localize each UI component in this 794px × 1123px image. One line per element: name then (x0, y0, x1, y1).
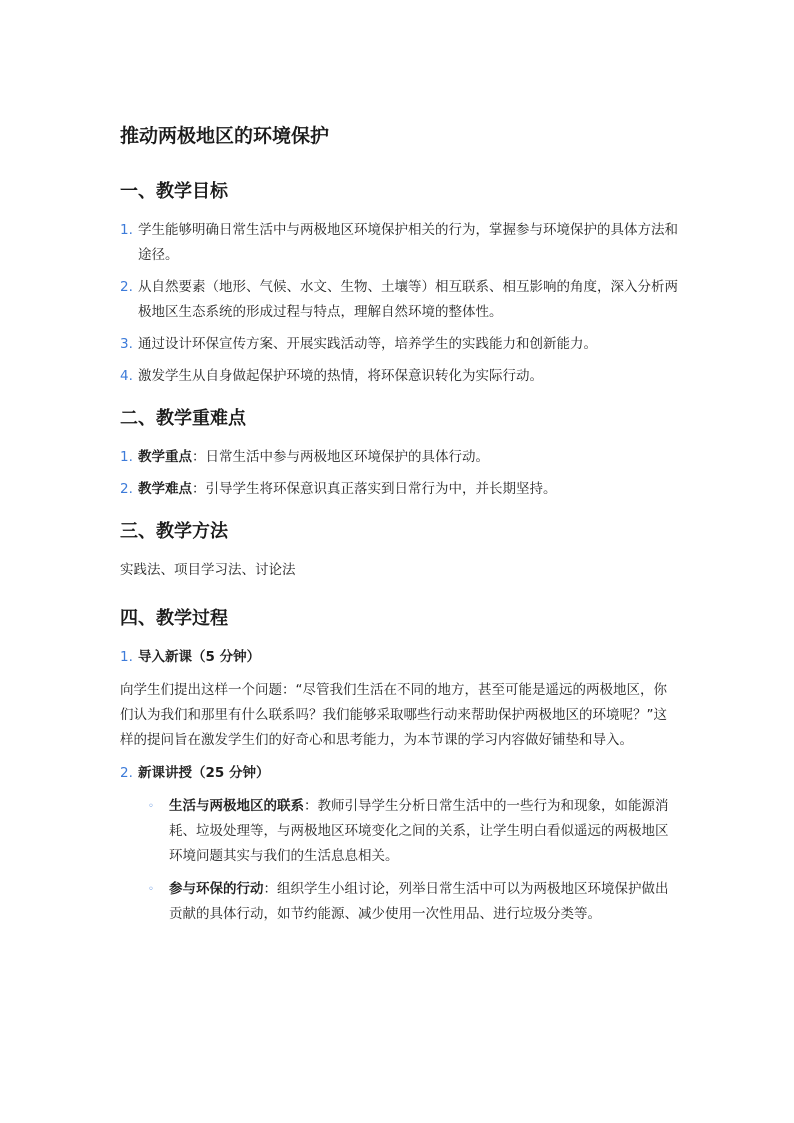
list-item (120, 794, 680, 869)
process-step-title (120, 645, 680, 670)
list-item-text: ：引导学生将环保意识真正落实到日常行为中，并长期坚持。 (192, 481, 557, 497)
heading-teaching-methods: 三、教学方法 (120, 521, 228, 542)
list-item (120, 364, 680, 389)
methods-text: 实践法、项目学习法、讨论法 (120, 562, 296, 578)
list-number: 1. (120, 649, 133, 665)
document-page (120, 118, 680, 935)
list-item (120, 275, 680, 325)
heading-teaching-goals: 一、教学目标 (120, 181, 228, 202)
list-number: 3. (120, 336, 133, 352)
bullet-icon: ◦ (148, 884, 154, 895)
heading-key-difficult-points: 二、教学重难点 (120, 408, 246, 429)
goals-list (120, 218, 680, 389)
list-number: 1. (120, 449, 133, 465)
list-item (120, 445, 680, 470)
subitem-label: 生活与两极地区的联系 (169, 798, 304, 814)
list-item (120, 477, 680, 502)
list-item-text: ：日常生活中参与两极地区环境保护的具体行动。 (192, 449, 489, 465)
list-item-text: 通过设计环保宣传方案、开展实践活动等，培养学生的实践能力和创新能力。 (138, 336, 597, 352)
list-number: 2. (120, 765, 133, 781)
subitem-text: ：组织学生小组讨论，列举日常生活中可以为两极地区环境保护做出贡献的具体行动，如节约能源、减少使用一次性用品、进行垃圾分类等。 (169, 881, 669, 922)
keypoints-list (120, 445, 680, 502)
step-title-text: 新课讲授（25 分钟） (138, 765, 270, 781)
process-step-title (120, 761, 680, 786)
lecture-sublist (120, 794, 680, 927)
list-item-text: 从自然要素（地形、气候、水文、生物、土壤等）相互联系、相互影响的角度，深入分析两极地区生态系统的形成过程与特点，理解自然环境的整体性。 (138, 279, 678, 320)
list-item-text: 学生能够明确日常生活中与两极地区环境保护相关的行为，掌握参与环境保护的具体方法和途径。 (138, 222, 678, 263)
list-number: 2. (120, 279, 133, 295)
keypoint-label: 教学重点 (138, 449, 192, 465)
step-title-text: 导入新课（5 分钟） (138, 649, 261, 665)
list-item (120, 332, 680, 357)
list-item-text: 激发学生从自身做起保护环境的热情，将环保意识转化为实际行动。 (138, 368, 543, 384)
list-number: 4. (120, 368, 133, 384)
document-title: 推动两极地区的环境保护 (120, 125, 330, 147)
list-number: 2. (120, 481, 133, 497)
subitem-text: ：教师引导学生分析日常生活中的一些行为和现象，如能源消耗、垃圾处理等，与两极地区环境变化之间的关系，让学生明白看似遥远的两极地区环境问题其实与我们的生活息息相关。 (169, 798, 669, 864)
heading-teaching-process: 四、教学过程 (120, 608, 228, 629)
difficulty-label: 教学难点 (138, 481, 192, 497)
list-number: 1. (120, 222, 133, 238)
list-item (120, 877, 680, 927)
intro-paragraph: 向学生们提出这样一个问题：“尽管我们生活在不同的地方，甚至可能是遥远的两极地区，你们认为我们和那里有什么联系吗？我们能够采取哪些行动来帮助保护两极地区的环境呢？”这样的提问旨在激发学生们的好奇心和思考能力，为本节课的学习内容做好铺垫和导入。 (120, 682, 667, 748)
subitem-label: 参与环保的行动 (169, 881, 264, 897)
list-item (120, 218, 680, 268)
bullet-icon: ◦ (148, 801, 154, 812)
